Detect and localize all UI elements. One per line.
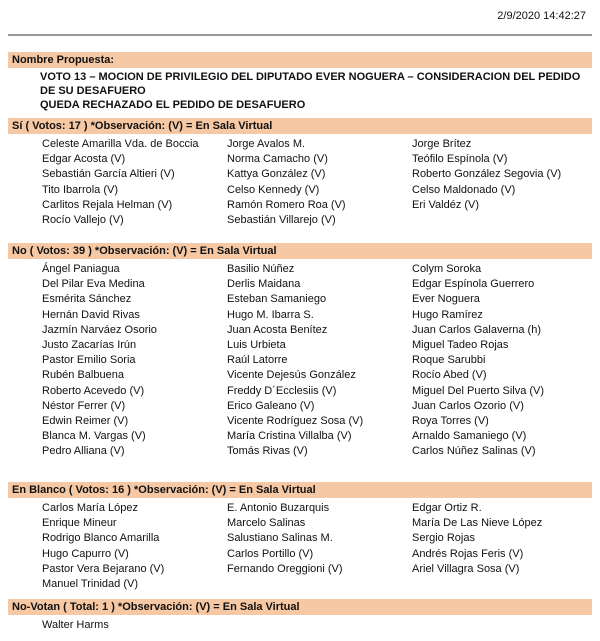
voter-name: Tomás Rivas (V) — [227, 445, 308, 458]
voter-column — [227, 501, 412, 592]
voter-name: Del Pilar Eva Medina — [42, 278, 145, 291]
voter-name: Erico Galeano (V) — [227, 399, 315, 412]
voter-name: Norma Camacho (V) — [227, 153, 328, 166]
voter-name: Carlitos Rejala Helman (V) — [42, 198, 173, 211]
voter-name: Walter Harms — [42, 619, 109, 631]
voter-name: Pastor Vera Bejarano (V) — [42, 562, 165, 575]
voter-name: Enrique Mineur — [42, 517, 117, 530]
voter-name: Juan Carlos Ozorio (V) — [412, 399, 524, 412]
voter-name: Ever Noguera — [412, 293, 480, 306]
voter-name: Esteban Samaniego — [227, 293, 327, 306]
voter-name: María De Las Nieve López — [412, 517, 543, 530]
voter-name: Edgar Espínola Guerrero — [412, 278, 535, 291]
voter-list-novotan — [42, 618, 592, 633]
voter-name: Carlos Núñez Salinas (V) — [412, 445, 536, 458]
voter-name: Ramón Romero Roa (V) — [227, 198, 346, 211]
voter-name: Arnaldo Samaniego (V) — [412, 430, 527, 443]
voter-list-si — [42, 137, 592, 228]
voter-name: Roberto González Segovia (V) — [412, 168, 562, 181]
voter-name: Edgar Acosta (V) — [42, 153, 126, 166]
voter-name: Jazmín Narváez Osorio — [42, 323, 157, 336]
voter-name: Roberto Acevedo (V) — [42, 384, 145, 397]
voter-name: Celeste Amarilla Vda. de Boccia — [42, 138, 199, 150]
voter-name: Salustiano Salinas M. — [227, 532, 333, 545]
section-header-blanco: En Blanco ( Votos: 16 ) *Observación: (V) = En Sala Virtual — [8, 482, 592, 498]
voter-column — [227, 262, 412, 460]
voter-name: Esmérita Sánchez — [42, 293, 132, 306]
voter-name: María Cristina Villalba (V) — [227, 430, 352, 443]
voter-name: Carlos Portillo (V) — [227, 547, 314, 560]
voter-name: Ángel Paniagua — [42, 263, 120, 275]
voter-name: Colym Soroka — [412, 263, 482, 275]
voter-name: Tito Ibarrola (V) — [42, 183, 119, 196]
proposal-header: Nombre Propuesta: — [8, 52, 592, 68]
voter-name: Marcelo Salinas — [227, 517, 306, 530]
voter-name: Justo Zacarías Irún — [42, 339, 137, 352]
section-header-novotan: No-Votan ( Total: 1 ) *Observación: (V) = En Sala Virtual — [8, 599, 592, 615]
voter-name: Pedro Alliana (V) — [42, 445, 125, 458]
voter-name: Miguel Tadeo Rojas — [412, 339, 509, 352]
voter-column — [42, 137, 227, 228]
voter-name: Juan Acosta Benítez — [227, 323, 328, 336]
voter-name: Juan Carlos Galaverna (h) — [412, 323, 542, 336]
voter-column — [42, 501, 227, 592]
voter-name: Fernando Oreggioni (V) — [227, 562, 343, 575]
voter-name: Pastor Emilio Soria — [42, 354, 136, 367]
voter-name: Derlis Maidana — [227, 278, 301, 291]
voter-name: Hernán David Rivas — [42, 308, 140, 321]
voter-name: Celso Maldonado (V) — [412, 183, 516, 196]
voter-name: Rocío Vallejo (V) — [42, 214, 124, 227]
voter-name: Miguel Del Puerto Silva (V) — [412, 384, 545, 397]
voter-name: Sebastián García Altieri (V) — [42, 168, 175, 181]
voter-name: Vicente Dejesús González — [227, 369, 356, 382]
voter-column — [412, 501, 592, 592]
voter-name: E. Antonio Buzarquis — [227, 502, 330, 514]
voter-name: Hugo Ramírez — [412, 308, 483, 321]
voter-name: Freddy D´Ecclesiis (V) — [227, 384, 337, 397]
voter-name: Hugo Capurro (V) — [42, 547, 129, 560]
voter-name: Hugo M. Ibarra S. — [227, 308, 314, 321]
voter-name: Roque Sarubbi — [412, 354, 486, 367]
voter-name: Basilio Núñez — [227, 263, 295, 275]
voter-column — [412, 618, 592, 633]
voter-name: Teófilo Espínola (V) — [412, 153, 508, 166]
voter-column — [227, 137, 412, 228]
section-header-no: No ( Votos: 39 ) *Observación: (V) = En Sala Virtual — [8, 243, 592, 259]
voter-name: Jorge Brítez — [412, 138, 472, 150]
proposal-title-line1: VOTO 13 – MOCION DE PRIVILEGIO DEL DIPUTADO EVER NOGUERA – CONSIDERACION DEL PEDIDO DE SU DESAFUERO — [40, 71, 581, 97]
voter-name: Celso Kennedy (V) — [227, 183, 320, 196]
voter-name: Rodrigo Blanco Amarilla — [42, 532, 160, 545]
voter-name: Carlos María López — [42, 502, 138, 514]
top-divider — [8, 34, 592, 36]
voter-name: Roya Torres (V) — [412, 415, 489, 428]
voter-name: Ariel Villagra Sosa (V) — [412, 562, 520, 575]
voter-column — [42, 618, 227, 633]
voter-name: Andrés Rojas Feris (V) — [412, 547, 524, 560]
voter-name: Luis Urbieta — [227, 339, 286, 352]
voter-name: Kattya González (V) — [227, 168, 326, 181]
voter-name: Sebastián Villarejo (V) — [227, 214, 336, 227]
voter-column — [42, 262, 227, 460]
voter-list-no — [42, 262, 592, 460]
timestamp: 2/9/2020 14:42:27 — [497, 10, 586, 22]
voter-name: Rubén Balbuena — [42, 369, 124, 382]
voter-name: Sergio Rojas — [412, 532, 475, 545]
voter-column — [412, 262, 592, 460]
voter-name: Jorge Avalos M. — [227, 138, 306, 150]
voter-name: Edwin Reimer (V) — [42, 415, 129, 428]
voter-name: Blanca M. Vargas (V) — [42, 430, 146, 443]
voter-name: Eri Valdéz (V) — [412, 198, 480, 211]
section-header-si: Sí ( Votos: 17 ) *Observación: (V) = En Sala Virtual — [8, 118, 592, 134]
voter-name: Rocío Abed (V) — [412, 369, 487, 382]
voter-name: Manuel Trinidad (V) — [42, 578, 138, 591]
voter-column — [412, 137, 592, 228]
voter-name: Vicente Rodríguez Sosa (V) — [227, 415, 364, 428]
voter-column — [227, 618, 412, 633]
voter-name: Edgar Ortiz R. — [412, 502, 482, 514]
proposal-title-line2: QUEDA RECHAZADO EL PEDIDO DE DESAFUERO — [40, 99, 306, 111]
voter-list-blanco — [42, 501, 592, 592]
voter-name: Néstor Ferrer (V) — [42, 399, 126, 412]
proposal-title — [40, 70, 585, 112]
voter-name: Raúl Latorre — [227, 354, 288, 367]
